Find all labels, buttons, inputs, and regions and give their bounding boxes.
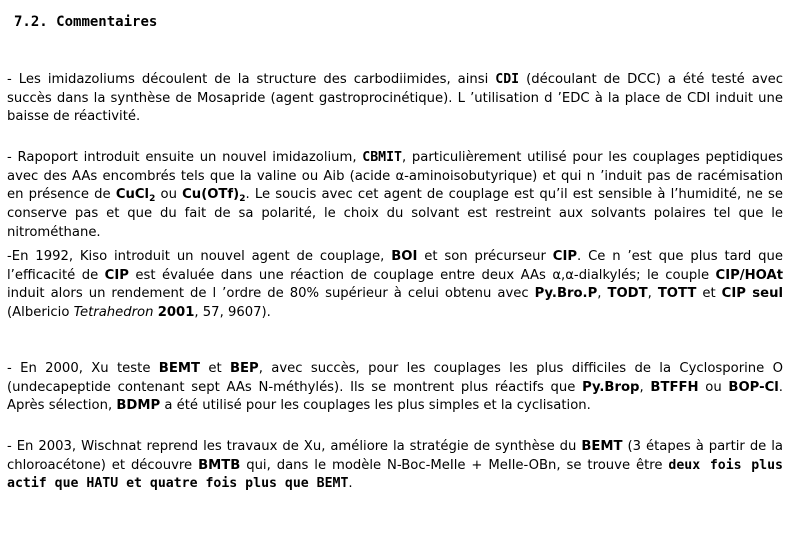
compound-cip: CIP xyxy=(552,249,578,265)
text-run: - En 2003, Wischnat reprend les travaux de Xu, améliore la stratégie de synthèse du xyxy=(7,439,582,455)
highlighted-claim: deux fois plus actif que HATU et quatre fois plus que BEMT xyxy=(7,457,783,492)
compound-cuotf2: $Cu(OTf)_2$ xyxy=(182,187,246,205)
paragraph-cdi xyxy=(7,71,783,127)
text-run: ou xyxy=(155,187,183,203)
text-run: (3 étapes à partir de la chloroacétone) et découvre xyxy=(7,439,784,473)
text-run: - En 2000, Xu teste xyxy=(7,361,159,377)
text-run: -En 1992, Kiso introduit un nouvel agent de couplage, xyxy=(7,249,392,265)
text-run: et son précurseur xyxy=(417,249,553,265)
compound-cip: CIP xyxy=(104,267,129,283)
text-run: - Rapoport introduit ensuite un nouvel imidazolium, xyxy=(7,150,363,166)
text-run: a été utilisé pour les couplages les plus simples et la cyclisation. xyxy=(160,398,591,414)
paragraph-bmtb xyxy=(7,438,783,494)
compound-bemt: BEMT xyxy=(158,361,200,377)
citation-year: 2001 xyxy=(157,304,195,320)
text-run: . xyxy=(348,476,353,492)
compound-bdmp: BDMP xyxy=(116,398,161,414)
compound-pybrop: Py.Brop xyxy=(582,379,640,395)
journal-name: Tetrahedron xyxy=(73,304,154,320)
paragraph-cbmit xyxy=(7,149,783,242)
compound-bep: BEP xyxy=(229,361,259,377)
paragraph-bemt-bep xyxy=(7,360,783,416)
compound-pybrop: Py.Bro.P xyxy=(534,286,598,302)
text-run: ou xyxy=(698,379,729,395)
text-run: , xyxy=(639,379,651,395)
section-number: 7.2. xyxy=(14,14,48,30)
section-heading xyxy=(14,14,157,30)
text-run: qui, dans le modèle N-Boc-MeIle + MeIle-OBn, se trouve être xyxy=(240,457,669,473)
text-run: est évaluée dans une réaction de couplage entre deux AAs α,α-dialkylés; le couple xyxy=(128,267,716,283)
text-run: . Après sélection, xyxy=(7,379,783,414)
text-run: , particulièrement utilisé pour les couplages peptidiques avec des AAs encombrés tels que la valine ou Aib (acide α-aminoisobutyrique) et qui n ’induit pas de racémisation en présence de xyxy=(7,150,783,203)
compound-tott: TOTT xyxy=(657,286,697,302)
text-run: , avec succès, pour les couplages les plus difficiles de la Cyclosporine O (undecapeptide contenant sept AAs N-méthylés). Ils se montrent plus réactifs que xyxy=(7,361,783,395)
compound-cip-hoat: CIP/HOAt xyxy=(715,267,784,283)
text-run: . Ce n ’est que plus tard que l’efficacité de xyxy=(7,249,783,283)
compound-cdi: CDI xyxy=(495,72,520,88)
text-run: induit alors un rendement de l ’ordre de 80% supérieur à celui obtenu avec xyxy=(7,286,535,302)
compound-bmtb: BMTB xyxy=(198,457,241,473)
compound-boi: BOI xyxy=(391,249,418,265)
compound-bemt: BEMT xyxy=(581,439,623,455)
compound-cucl2: CuCl$_2$ xyxy=(115,187,156,205)
compound-cip-seul: CIP seul xyxy=(721,286,784,302)
compound-cbmit: CBMIT xyxy=(362,150,402,166)
text-run: . Le soucis avec cet agent de couplage est qu’il est sensible à l’humidité, ne se conserve pas et que du fait de sa polarité, le choix du solvant est restreint aux solvants polaires tel que le nitrométhane. xyxy=(7,187,783,240)
paragraph-boi-cip xyxy=(7,248,783,322)
compound-bop-cl: BOP-Cl xyxy=(728,379,779,395)
compound-btffh: BTFFH xyxy=(650,379,699,395)
text-run: (découlant de DCC) a été testé avec succès dans la synthèse de Mosapride (agent gastroprocinétique). L ’utilisation d ’EDC à la place de CDI induit une baisse de réactivité. xyxy=(7,72,783,125)
text-run: - Les imidazoliums découlent de la structure des carbodiimides, ainsi xyxy=(7,72,496,88)
section-title: Commentaires xyxy=(56,14,158,30)
text-run: , xyxy=(647,286,658,302)
compound-todt: TODT xyxy=(607,286,648,302)
text-run: , xyxy=(597,286,608,302)
text-run: et xyxy=(199,361,230,377)
text-run: (Albericio xyxy=(7,304,74,320)
text-run: , 57, 9607). xyxy=(194,304,271,320)
text-run: et xyxy=(696,286,722,302)
